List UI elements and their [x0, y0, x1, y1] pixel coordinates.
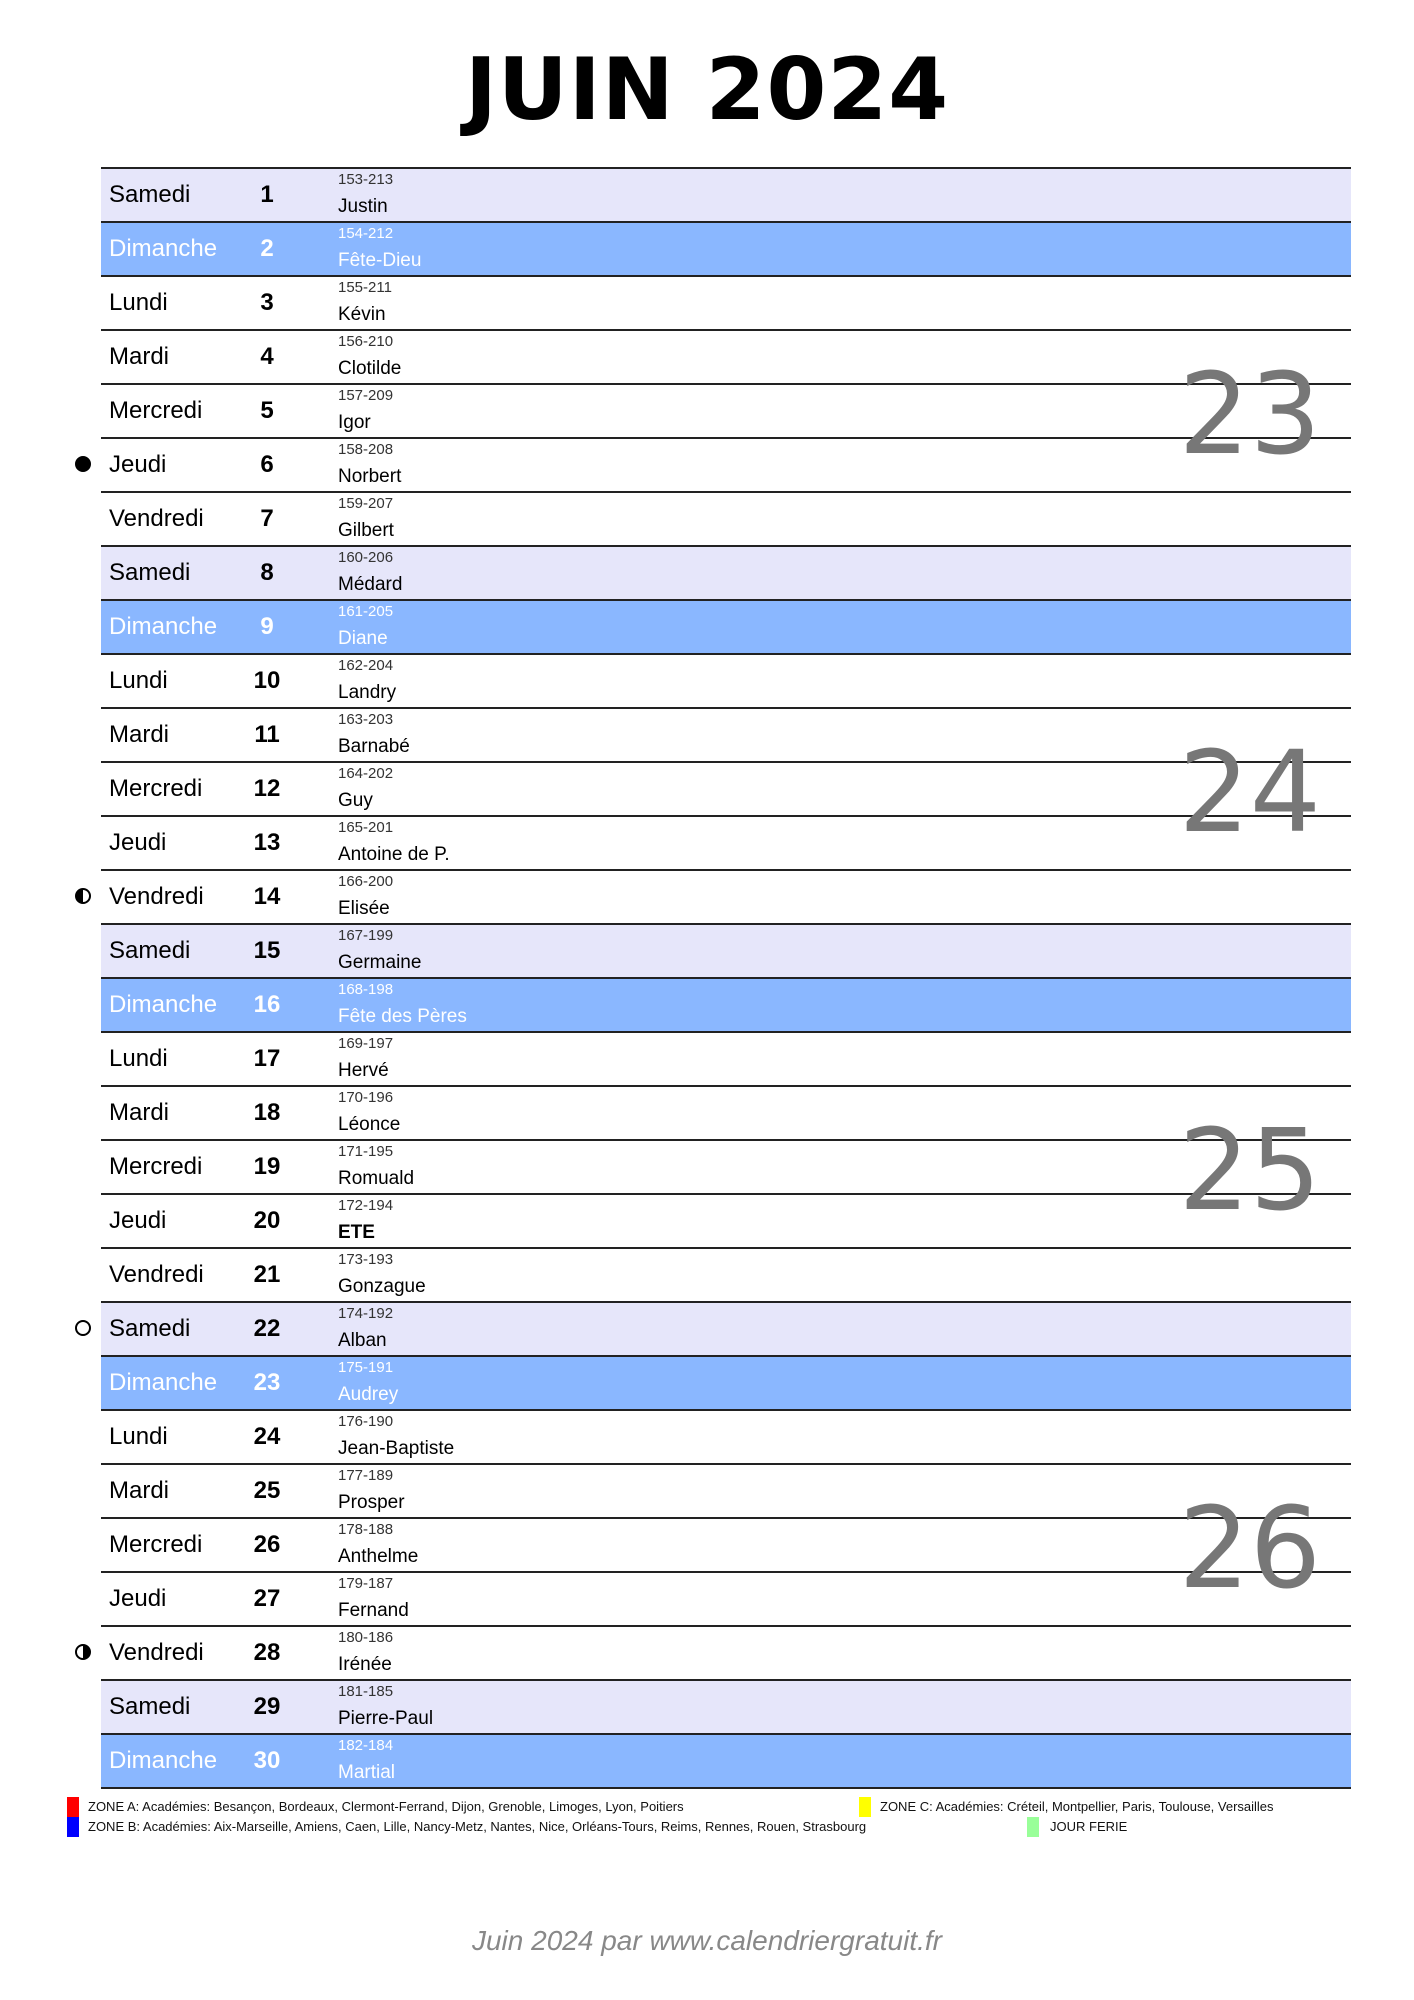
day-name: Samedi	[109, 1315, 191, 1342]
saint-name: Hervé	[338, 1060, 389, 1081]
day-count: 160-206	[338, 549, 394, 566]
saint-name: Elisée	[338, 898, 390, 919]
day-name: Dimanche	[109, 1369, 218, 1396]
day-row	[101, 1465, 1351, 1519]
day-number: 9	[260, 613, 274, 640]
day-number: 26	[253, 1531, 281, 1558]
saint-name: Irénée	[338, 1654, 392, 1675]
day-row	[101, 1033, 1351, 1087]
day-name: Dimanche	[109, 613, 218, 640]
day-number: 1	[260, 181, 274, 208]
day-number: 7	[260, 505, 274, 532]
day-row	[101, 169, 1351, 223]
day-number: 22	[253, 1315, 281, 1342]
day-number: 24	[253, 1423, 281, 1450]
day-name: Lundi	[109, 667, 168, 694]
day-number: 15	[253, 937, 281, 964]
saint-name: Norbert	[338, 466, 402, 487]
page-title: JUIN 2024	[464, 40, 950, 140]
day-row	[101, 655, 1351, 709]
day-name: Mardi	[109, 343, 170, 370]
day-row	[101, 331, 1351, 385]
week-number: 26	[1178, 1484, 1321, 1614]
day-number: 23	[253, 1369, 281, 1396]
saint-name: Jean-Baptiste	[338, 1438, 455, 1459]
day-count: 166-200	[338, 873, 394, 890]
holiday-swatch	[1027, 1817, 1039, 1837]
saint-name: Kévin	[338, 304, 386, 325]
day-count: 171-195	[338, 1143, 394, 1160]
saint-name: Barnabé	[338, 736, 410, 757]
day-name: Dimanche	[109, 991, 218, 1018]
day-row	[101, 1519, 1351, 1573]
day-name: Mercredi	[109, 1153, 203, 1180]
day-row	[101, 1411, 1351, 1465]
day-number: 3	[260, 289, 274, 316]
day-number: 2	[260, 235, 274, 262]
day-name: Vendredi	[109, 883, 204, 910]
day-name: Mercredi	[109, 775, 203, 802]
day-name: Jeudi	[109, 1207, 167, 1234]
day-count: 158-208	[338, 441, 394, 458]
day-row	[101, 385, 1351, 439]
day-number: 10	[253, 667, 281, 694]
day-name: Samedi	[109, 559, 191, 586]
week-number: 23	[1178, 350, 1321, 480]
day-name: Lundi	[109, 289, 168, 316]
day-count: 181-185	[338, 1683, 394, 1700]
saint-name: ETE	[338, 1222, 375, 1243]
day-count: 167-199	[338, 927, 394, 944]
day-count: 154-212	[338, 225, 394, 242]
saint-name: Fête des Pères	[338, 1006, 467, 1027]
day-count: 159-207	[338, 495, 394, 512]
day-number: 28	[253, 1639, 281, 1666]
day-row	[101, 1681, 1351, 1735]
moon-full-icon	[75, 456, 91, 472]
day-name: Jeudi	[109, 829, 167, 856]
day-number: 18	[253, 1099, 281, 1126]
day-number: 14	[253, 883, 281, 910]
saint-name: Igor	[338, 412, 371, 433]
saint-name: Justin	[338, 196, 388, 217]
zone-a-swatch	[67, 1797, 79, 1817]
footer-credit: Juin 2024 par www.calendriergratuit.fr	[471, 1925, 942, 1956]
saint-name: Prosper	[338, 1492, 405, 1513]
day-row	[101, 1573, 1351, 1627]
day-number: 20	[253, 1207, 281, 1234]
day-name: Mercredi	[109, 397, 203, 424]
saint-name: Fernand	[338, 1600, 409, 1621]
day-count: 173-193	[338, 1251, 394, 1268]
day-row	[101, 1357, 1351, 1411]
day-count: 179-187	[338, 1575, 394, 1592]
saint-name: Audrey	[338, 1384, 399, 1405]
saint-name: Diane	[338, 628, 388, 649]
day-number: 29	[253, 1693, 281, 1720]
zone-a-legend: ZONE A: Académies: Besançon, Bordeaux, Clermont-Ferrand, Dijon, Grenoble, Limoges, Lyon, Poitiers	[88, 1799, 684, 1814]
zone-b-legend: ZONE B: Académies: Aix-Marseille, Amiens, Caen, Lille, Nancy-Metz, Nantes, Nice, Orléans-Tours, Reims, Rennes, Rouen, Strasbourg	[88, 1819, 867, 1834]
day-name: Vendredi	[109, 1261, 204, 1288]
day-name: Jeudi	[109, 1585, 167, 1612]
day-number: 21	[253, 1261, 281, 1288]
day-number: 11	[254, 721, 280, 748]
day-name: Lundi	[109, 1045, 168, 1072]
day-name: Mardi	[109, 721, 170, 748]
day-row	[101, 277, 1351, 331]
day-name: Vendredi	[109, 505, 204, 532]
day-number: 12	[253, 775, 281, 802]
holiday-legend: JOUR FERIE	[1050, 1819, 1128, 1834]
saint-name: Antoine de P.	[338, 844, 450, 865]
day-name: Mardi	[109, 1099, 170, 1126]
day-row	[101, 223, 1351, 277]
day-name: Dimanche	[109, 1747, 218, 1774]
saint-name: Gilbert	[338, 520, 394, 541]
day-name: Samedi	[109, 1693, 191, 1720]
saint-name: Pierre-Paul	[338, 1708, 434, 1729]
moon-new-icon	[75, 1320, 91, 1336]
day-name: Jeudi	[109, 451, 167, 478]
day-count: 163-203	[338, 711, 394, 728]
day-row	[101, 547, 1351, 601]
day-number: 8	[260, 559, 274, 586]
day-number: 5	[260, 397, 274, 424]
saint-name: Romuald	[338, 1168, 415, 1189]
zone-b-swatch	[67, 1817, 79, 1837]
day-name: Samedi	[109, 937, 191, 964]
day-count: 176-190	[338, 1413, 394, 1430]
day-row	[101, 1087, 1351, 1141]
day-count: 165-201	[338, 819, 394, 836]
day-count: 177-189	[338, 1467, 394, 1484]
day-row	[101, 601, 1351, 655]
day-name: Mardi	[109, 1477, 170, 1504]
day-number: 16	[253, 991, 281, 1018]
saint-name: Alban	[338, 1330, 387, 1351]
day-name: Mercredi	[109, 1531, 203, 1558]
day-count: 178-188	[338, 1521, 394, 1538]
day-count: 153-213	[338, 171, 394, 188]
day-number: 25	[253, 1477, 281, 1504]
day-count: 174-192	[338, 1305, 394, 1322]
day-row	[101, 439, 1351, 493]
day-count: 180-186	[338, 1629, 394, 1646]
saint-name: Clotilde	[338, 358, 402, 379]
day-row	[101, 709, 1351, 763]
moon-last-icon	[75, 1644, 91, 1660]
day-count: 172-194	[338, 1197, 394, 1214]
day-row	[101, 1735, 1351, 1789]
day-count: 155-211	[338, 279, 392, 296]
saint-name: Gonzague	[338, 1276, 426, 1297]
day-count: 182-184	[338, 1737, 394, 1754]
zone-c-legend: ZONE C: Académies: Créteil, Montpellier, Paris, Toulouse, Versailles	[880, 1799, 1274, 1814]
day-number: 30	[253, 1747, 281, 1774]
saint-name: Fête-Dieu	[338, 250, 422, 271]
day-row	[101, 1141, 1351, 1195]
day-row	[101, 763, 1351, 817]
day-count: 169-197	[338, 1035, 394, 1052]
day-row	[101, 871, 1351, 925]
day-row	[101, 493, 1351, 547]
day-name: Dimanche	[109, 235, 218, 262]
saint-name: Landry	[338, 682, 397, 703]
day-row	[101, 1627, 1351, 1681]
day-row	[101, 925, 1351, 979]
day-number: 13	[253, 829, 281, 856]
week-number: 25	[1178, 1106, 1321, 1236]
day-name: Samedi	[109, 181, 191, 208]
saint-name: Martial	[338, 1762, 396, 1783]
saint-name: Anthelme	[338, 1546, 419, 1567]
day-number: 4	[260, 343, 274, 370]
day-number: 17	[253, 1045, 281, 1072]
day-row	[101, 1195, 1351, 1249]
day-count: 156-210	[338, 333, 394, 350]
day-number: 6	[260, 451, 274, 478]
saint-name: Léonce	[338, 1114, 401, 1135]
day-count: 175-191	[338, 1359, 394, 1376]
saint-name: Médard	[338, 574, 403, 595]
day-count: 164-202	[338, 765, 394, 782]
day-name: Lundi	[109, 1423, 168, 1450]
day-count: 170-196	[338, 1089, 394, 1106]
day-name: Vendredi	[109, 1639, 204, 1666]
day-count: 161-205	[338, 603, 394, 620]
day-number: 27	[253, 1585, 281, 1612]
day-row	[101, 1303, 1351, 1357]
day-count: 162-204	[338, 657, 394, 674]
calendar-grid	[101, 167, 1351, 1789]
zone-c-swatch	[859, 1797, 871, 1817]
week-number: 24	[1178, 728, 1321, 858]
day-row	[101, 979, 1351, 1033]
day-row	[101, 1249, 1351, 1303]
moon-first-icon	[75, 888, 91, 904]
saint-name: Germaine	[338, 952, 422, 973]
saint-name: Guy	[338, 790, 373, 811]
day-count: 157-209	[338, 387, 394, 404]
day-number: 19	[253, 1153, 281, 1180]
day-count: 168-198	[338, 981, 394, 998]
day-row	[101, 817, 1351, 871]
